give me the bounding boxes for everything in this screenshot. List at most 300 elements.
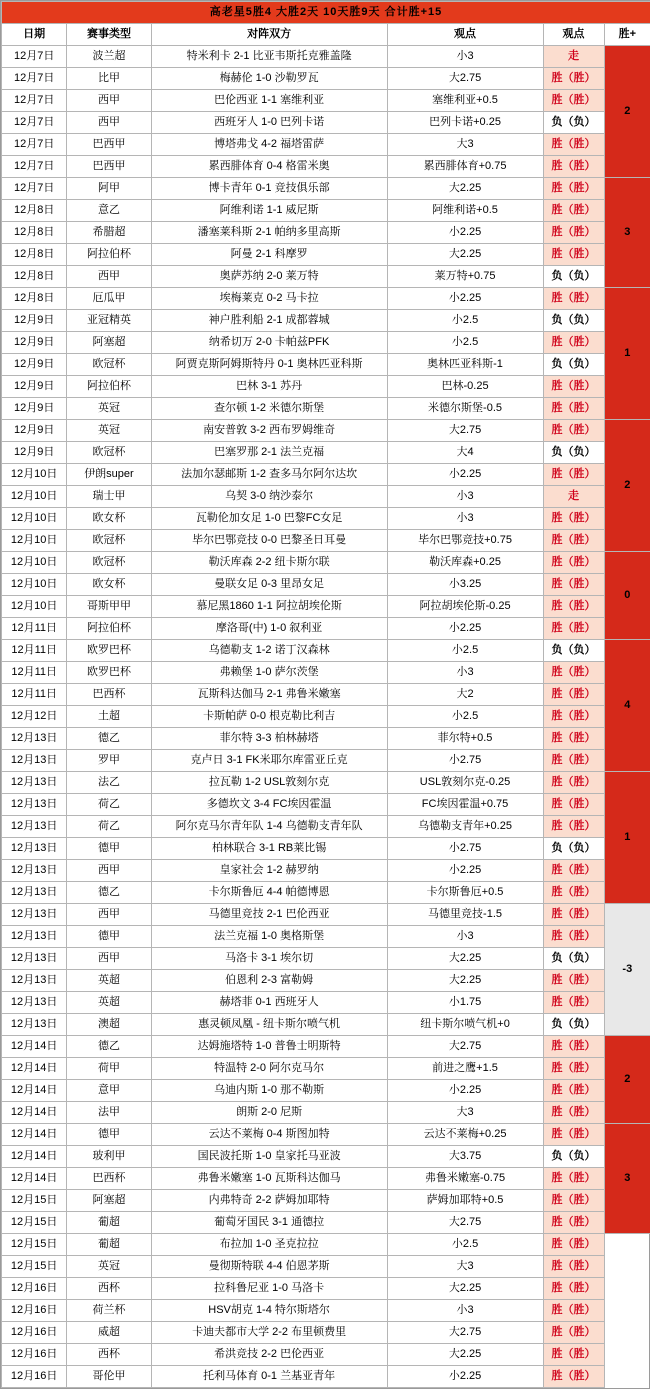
cell-result: 胜（胜） (543, 882, 604, 904)
cell-result: 胜（胜） (543, 222, 604, 244)
table-row (2, 1014, 650, 1036)
cell-view: FC埃因霍温+0.75 (387, 794, 543, 816)
table-row (2, 904, 650, 926)
cell-date: 12月13日 (2, 750, 67, 772)
cell-match: 卡斯帕萨 0-0 根克勒比利吉 (151, 706, 387, 728)
cell-win-plus: 2 (604, 1036, 650, 1124)
cell-date: 12月9日 (2, 442, 67, 464)
cell-match: 菲尔特 3-3 柏林赫塔 (151, 728, 387, 750)
table-row (2, 508, 650, 530)
cell-view: 大2.75 (387, 420, 543, 442)
cell-view: 大2.75 (387, 1322, 543, 1344)
cell-date: 12月16日 (2, 1278, 67, 1300)
cell-date: 12月15日 (2, 1234, 67, 1256)
cell-league: 荷乙 (67, 816, 151, 838)
table-row (2, 200, 650, 222)
cell-match: 潘塞莱科斯 2-1 帕纳多里高斯 (151, 222, 387, 244)
cell-match: 阿尔克马尔青年队 1-4 乌德勒支青年队 (151, 816, 387, 838)
table-row (2, 706, 650, 728)
cell-league: 西甲 (67, 948, 151, 970)
cell-date: 12月8日 (2, 222, 67, 244)
cell-date: 12月11日 (2, 640, 67, 662)
cell-date: 12月10日 (2, 596, 67, 618)
cell-league: 葡超 (67, 1212, 151, 1234)
cell-league: 罗甲 (67, 750, 151, 772)
cell-match: 查尔顿 1-2 米德尔斯堡 (151, 398, 387, 420)
cell-league: 法甲 (67, 1102, 151, 1124)
cell-league: 哥伦甲 (67, 1366, 151, 1388)
cell-match: 多德坎文 3-4 FC埃因霍温 (151, 794, 387, 816)
cell-match: 拉瓦勒 1-2 USL敦刻尔克 (151, 772, 387, 794)
cell-league: 欧冠杯 (67, 442, 151, 464)
table-row (2, 1168, 650, 1190)
cell-match: 神户胜利船 2-1 成都蓉城 (151, 310, 387, 332)
cell-date: 12月10日 (2, 574, 67, 596)
cell-match: 瓦勒伦加女足 1-0 巴黎FC女足 (151, 508, 387, 530)
cell-view: 大2.75 (387, 1212, 543, 1234)
table-row (2, 376, 650, 398)
cell-league: 阿拉伯杯 (67, 618, 151, 640)
cell-view: 大2.25 (387, 1278, 543, 1300)
table-row (2, 1300, 650, 1322)
cell-match: 弗鲁米嫩塞 1-0 瓦斯科达伽马 (151, 1168, 387, 1190)
cell-view: 小2.75 (387, 838, 543, 860)
cell-win-plus: 1 (604, 288, 650, 420)
cell-date: 12月13日 (2, 728, 67, 750)
cell-match: 慕尼黑1860 1-1 阿拉胡埃伦斯 (151, 596, 387, 618)
cell-league: 欧冠杯 (67, 552, 151, 574)
cell-league: 欧冠杯 (67, 530, 151, 552)
cell-result: 胜（胜） (543, 772, 604, 794)
cell-match: 马洛卡 3-1 埃尔切 (151, 948, 387, 970)
cell-league: 威超 (67, 1322, 151, 1344)
cell-result: 胜（胜） (543, 288, 604, 310)
cell-view: 大2 (387, 684, 543, 706)
cell-match: 巴塞罗那 2-1 法兰克福 (151, 442, 387, 464)
table-row (2, 640, 650, 662)
cell-win-plus: 2 (604, 420, 650, 552)
cell-date: 12月7日 (2, 112, 67, 134)
table-row (2, 1190, 650, 1212)
cell-result: 胜（胜） (543, 1256, 604, 1278)
table-row (2, 860, 650, 882)
cell-view: 大2.25 (387, 948, 543, 970)
cell-date: 12月9日 (2, 420, 67, 442)
cell-view: 马德里竞技-1.5 (387, 904, 543, 926)
cell-result: 胜（胜） (543, 1058, 604, 1080)
table-row (2, 772, 650, 794)
table-row (2, 1146, 650, 1168)
cell-result: 胜（胜） (543, 1124, 604, 1146)
cell-view: 累西腓体育+0.75 (387, 156, 543, 178)
cell-match: 朗斯 2-0 尼斯 (151, 1102, 387, 1124)
table-row (2, 244, 650, 266)
cell-result: 胜（胜） (543, 1080, 604, 1102)
cell-date: 12月13日 (2, 860, 67, 882)
cell-view: 大4 (387, 442, 543, 464)
cell-date: 12月14日 (2, 1036, 67, 1058)
cell-match: 卡尔斯鲁厄 4-4 帕德博恩 (151, 882, 387, 904)
cell-league: 西甲 (67, 860, 151, 882)
cell-view: 卡尔斯鲁厄+0.5 (387, 882, 543, 904)
cell-match: 阿曼 2-1 科摩罗 (151, 244, 387, 266)
cell-league: 阿拉伯杯 (67, 244, 151, 266)
cell-result: 负（负） (543, 838, 604, 860)
cell-view: 云达不莱梅+0.25 (387, 1124, 543, 1146)
cell-result: 胜（胜） (543, 970, 604, 992)
cell-league: 荷甲 (67, 1058, 151, 1080)
cell-result: 胜（胜） (543, 200, 604, 222)
cell-view: 小2.25 (387, 464, 543, 486)
cell-league: 阿塞超 (67, 332, 151, 354)
cell-date: 12月13日 (2, 948, 67, 970)
cell-date: 12月13日 (2, 772, 67, 794)
table-row (2, 684, 650, 706)
cell-date: 12月13日 (2, 970, 67, 992)
cell-league: 德乙 (67, 728, 151, 750)
table-row (2, 618, 650, 640)
cell-view: 米德尔斯堡-0.5 (387, 398, 543, 420)
cell-league: 英冠 (67, 420, 151, 442)
table-row (2, 662, 650, 684)
cell-view: 大2.25 (387, 1344, 543, 1366)
cell-result: 胜（胜） (543, 1168, 604, 1190)
cell-view: 阿维利诺+0.5 (387, 200, 543, 222)
cell-date: 12月10日 (2, 530, 67, 552)
cell-match: 布拉加 1-0 圣克拉拉 (151, 1234, 387, 1256)
cell-date: 12月13日 (2, 882, 67, 904)
cell-win-plus: 0 (604, 552, 650, 640)
cell-result: 胜（胜） (543, 1212, 604, 1234)
cell-date: 12月14日 (2, 1080, 67, 1102)
cell-league: 阿拉伯杯 (67, 376, 151, 398)
cell-match: 赫塔菲 0-1 西班牙人 (151, 992, 387, 1014)
cell-match: 法加尔瑟邮斯 1-2 查多马尔阿尔达坎 (151, 464, 387, 486)
cell-match: 皇家社会 1-2 赫罗纳 (151, 860, 387, 882)
cell-league: 伊朗super (67, 464, 151, 486)
cell-date: 12月14日 (2, 1102, 67, 1124)
cell-result: 胜（胜） (543, 574, 604, 596)
cell-result: 胜（胜） (543, 530, 604, 552)
cell-view: 萨姆加耶特+0.5 (387, 1190, 543, 1212)
cell-result: 胜（胜） (543, 464, 604, 486)
table-row (2, 266, 650, 288)
cell-date: 12月11日 (2, 662, 67, 684)
cell-league: 西杯 (67, 1344, 151, 1366)
cell-view: 小2.5 (387, 1234, 543, 1256)
cell-league: 葡超 (67, 1234, 151, 1256)
cell-match: 曼彻斯特联 4-4 伯恩茅斯 (151, 1256, 387, 1278)
cell-date: 12月9日 (2, 310, 67, 332)
cell-match: 纳希切万 2-0 卡帕兹PFK (151, 332, 387, 354)
cell-view: 小2.25 (387, 1366, 543, 1388)
cell-match: 阿维利诺 1-1 威尼斯 (151, 200, 387, 222)
cell-date: 12月10日 (2, 486, 67, 508)
cell-league: 哥斯甲甲 (67, 596, 151, 618)
table-row (2, 926, 650, 948)
cell-date: 12月15日 (2, 1212, 67, 1234)
cell-view: 弗鲁米嫩塞-0.75 (387, 1168, 543, 1190)
table-row (2, 970, 650, 992)
cell-match: 希洪竞技 2-2 巴伦西亚 (151, 1344, 387, 1366)
cell-match: 达姆施塔特 1-0 普鲁士明斯特 (151, 1036, 387, 1058)
cell-match: 巴林 3-1 苏丹 (151, 376, 387, 398)
cell-result: 胜（胜） (543, 90, 604, 112)
table-row (2, 1036, 650, 1058)
cell-result: 胜（胜） (543, 596, 604, 618)
header-view: 观点 (387, 24, 543, 46)
cell-result: 胜（胜） (543, 1366, 604, 1388)
cell-result: 负（负） (543, 112, 604, 134)
cell-match: 巴伦西亚 1-1 塞维利亚 (151, 90, 387, 112)
cell-view: 小3 (387, 486, 543, 508)
cell-league: 英超 (67, 992, 151, 1014)
cell-view: 勒沃库森+0.25 (387, 552, 543, 574)
table-row (2, 794, 650, 816)
table-row (2, 112, 650, 134)
cell-result: 胜（胜） (543, 552, 604, 574)
cell-result: 负（负） (543, 310, 604, 332)
cell-date: 12月9日 (2, 376, 67, 398)
cell-win-plus: 3 (604, 1124, 650, 1234)
cell-date: 12月13日 (2, 816, 67, 838)
cell-result: 胜（胜） (543, 398, 604, 420)
cell-match: 勒沃库森 2-2 纽卡斯尔联 (151, 552, 387, 574)
results-table (1, 1, 650, 1388)
cell-date: 12月16日 (2, 1344, 67, 1366)
cell-view: 前进之鹰+1.5 (387, 1058, 543, 1080)
cell-date: 12月15日 (2, 1256, 67, 1278)
cell-view: 小1.75 (387, 992, 543, 1014)
cell-match: 国民波托斯 1-0 皇家托马亚波 (151, 1146, 387, 1168)
cell-win-plus: 4 (604, 640, 650, 772)
cell-match: 累西腓体育 0-4 格雷米奥 (151, 156, 387, 178)
table-row (2, 486, 650, 508)
cell-league: 巴西杯 (67, 684, 151, 706)
cell-view: 纽卡斯尔喷气机+0 (387, 1014, 543, 1036)
cell-view: 大2.75 (387, 1036, 543, 1058)
cell-result: 走 (543, 486, 604, 508)
cell-result: 胜（胜） (543, 1278, 604, 1300)
cell-date: 12月14日 (2, 1168, 67, 1190)
cell-view: 乌德勒支青年+0.25 (387, 816, 543, 838)
cell-view: 小3 (387, 662, 543, 684)
cell-league: 英冠 (67, 398, 151, 420)
cell-view: 大2.25 (387, 970, 543, 992)
cell-view: 小2.25 (387, 618, 543, 640)
cell-league: 西杯 (67, 1278, 151, 1300)
cell-date: 12月7日 (2, 46, 67, 68)
cell-view: 莱万特+0.75 (387, 266, 543, 288)
cell-match: 特温特 2-0 阿尔克马尔 (151, 1058, 387, 1080)
cell-result: 胜（胜） (543, 134, 604, 156)
cell-date: 12月9日 (2, 398, 67, 420)
header-winplus: 胜+ (604, 24, 650, 46)
cell-match: 特米利卡 2-1 比亚韦斯托克雅盖隆 (151, 46, 387, 68)
cell-match: 葡萄牙国民 3-1 通德拉 (151, 1212, 387, 1234)
cell-date: 12月13日 (2, 992, 67, 1014)
cell-league: 亚冠精英 (67, 310, 151, 332)
cell-view: 小2.75 (387, 750, 543, 772)
cell-date: 12月12日 (2, 706, 67, 728)
table-row (2, 1080, 650, 1102)
table-row (2, 222, 650, 244)
cell-result: 胜（胜） (543, 244, 604, 266)
cell-league: 欧罗巴杯 (67, 640, 151, 662)
cell-match: 托利马体育 0-1 兰基亚青年 (151, 1366, 387, 1388)
table-row (2, 68, 650, 90)
table-row (2, 354, 650, 376)
cell-view: 菲尔特+0.5 (387, 728, 543, 750)
sheet-title: 高老星5胜4 大胜2天 10天胜9天 合计胜+15 (2, 2, 650, 24)
cell-date: 12月8日 (2, 266, 67, 288)
cell-result: 胜（胜） (543, 794, 604, 816)
table-row (2, 1278, 650, 1300)
cell-result: 胜（胜） (543, 156, 604, 178)
cell-date: 12月16日 (2, 1322, 67, 1344)
cell-view: 大2.25 (387, 244, 543, 266)
cell-match: 乌迪内斯 1-0 那不勒斯 (151, 1080, 387, 1102)
cell-result: 负（负） (543, 1146, 604, 1168)
cell-match: 内弗特奇 2-2 萨姆加耶特 (151, 1190, 387, 1212)
cell-league: 欧罗巴杯 (67, 662, 151, 684)
cell-view: 小3 (387, 1300, 543, 1322)
cell-result: 胜（胜） (543, 1344, 604, 1366)
cell-date: 12月7日 (2, 156, 67, 178)
cell-league: 玻利甲 (67, 1146, 151, 1168)
cell-result: 胜（胜） (543, 508, 604, 530)
table-row (2, 552, 650, 574)
cell-view: 塞维利亚+0.5 (387, 90, 543, 112)
cell-match: 卡迪夫都市大学 2-2 布里顿费里 (151, 1322, 387, 1344)
cell-view: 小3.25 (387, 574, 543, 596)
cell-result: 胜（胜） (543, 1234, 604, 1256)
cell-view: 大3 (387, 134, 543, 156)
cell-league: 荷乙 (67, 794, 151, 816)
cell-league: 意乙 (67, 200, 151, 222)
cell-view: 巴林-0.25 (387, 376, 543, 398)
cell-match: 弗赖堡 1-0 萨尔茨堡 (151, 662, 387, 684)
cell-match: 西班牙人 1-0 巴列卡诺 (151, 112, 387, 134)
cell-match: 柏林联合 3-1 RB莱比锡 (151, 838, 387, 860)
cell-league: 英冠 (67, 1256, 151, 1278)
header-match: 对阵双方 (151, 24, 387, 46)
cell-date: 12月7日 (2, 178, 67, 200)
cell-match: 伯恩利 2-3 富勒姆 (151, 970, 387, 992)
table-row (2, 530, 650, 552)
table-row (2, 90, 650, 112)
cell-view: 小2.5 (387, 310, 543, 332)
cell-league: 西甲 (67, 90, 151, 112)
table-row (2, 46, 650, 68)
table-row (2, 948, 650, 970)
cell-match: 博塔弗戈 4-2 福塔雷萨 (151, 134, 387, 156)
cell-view: 小3 (387, 508, 543, 530)
cell-result: 负（负） (543, 354, 604, 376)
cell-date: 12月16日 (2, 1300, 67, 1322)
cell-view: 大2.75 (387, 68, 543, 90)
cell-result: 负（负） (543, 948, 604, 970)
table-row (2, 838, 650, 860)
cell-date: 12月16日 (2, 1366, 67, 1388)
cell-league: 德乙 (67, 882, 151, 904)
cell-match: 埃梅莱克 0-2 马卡拉 (151, 288, 387, 310)
cell-match: 摩洛哥(中) 1-0 叙利亚 (151, 618, 387, 640)
table-row (2, 816, 650, 838)
cell-view: 小3 (387, 926, 543, 948)
cell-view: 阿拉胡埃伦斯-0.25 (387, 596, 543, 618)
cell-match: 乌契 3-0 纳沙泰尔 (151, 486, 387, 508)
cell-result: 胜（胜） (543, 1300, 604, 1322)
cell-result: 负（负） (543, 442, 604, 464)
table-row (2, 1366, 650, 1388)
cell-league: 英超 (67, 970, 151, 992)
cell-date: 12月8日 (2, 200, 67, 222)
cell-result: 胜（胜） (543, 926, 604, 948)
table-row (2, 1124, 650, 1146)
cell-league: 欧女杯 (67, 508, 151, 530)
cell-result: 胜（胜） (543, 816, 604, 838)
table-row (2, 1322, 650, 1344)
table-row (2, 442, 650, 464)
cell-result: 胜（胜） (543, 618, 604, 640)
cell-date: 12月13日 (2, 1014, 67, 1036)
cell-result: 胜（胜） (543, 728, 604, 750)
table-row (2, 288, 650, 310)
table-row (2, 1212, 650, 1234)
table-row (2, 398, 650, 420)
cell-league: 西甲 (67, 904, 151, 926)
cell-league: 厄瓜甲 (67, 288, 151, 310)
cell-league: 瑞士甲 (67, 486, 151, 508)
table-row (2, 464, 650, 486)
cell-view: 毕尔巴鄂竞技+0.75 (387, 530, 543, 552)
cell-match: 曼联女足 0-3 里昂女足 (151, 574, 387, 596)
cell-date: 12月8日 (2, 288, 67, 310)
cell-league: 德甲 (67, 838, 151, 860)
table-row (2, 992, 650, 1014)
cell-league: 澳超 (67, 1014, 151, 1036)
cell-league: 法乙 (67, 772, 151, 794)
cell-result: 胜（胜） (543, 706, 604, 728)
cell-match: 毕尔巴鄂竞技 0-0 巴黎圣日耳曼 (151, 530, 387, 552)
cell-win-plus: 2 (604, 46, 650, 178)
cell-league: 巴西杯 (67, 1168, 151, 1190)
cell-result: 胜（胜） (543, 904, 604, 926)
cell-date: 12月8日 (2, 244, 67, 266)
cell-league: 意甲 (67, 1080, 151, 1102)
cell-match: 法兰克福 1-0 奥格斯堡 (151, 926, 387, 948)
cell-date: 12月14日 (2, 1146, 67, 1168)
cell-result: 胜（胜） (543, 332, 604, 354)
cell-date: 12月10日 (2, 464, 67, 486)
header-result: 观点 (543, 24, 604, 46)
cell-result: 走 (543, 46, 604, 68)
cell-league: 比甲 (67, 68, 151, 90)
cell-league: 荷兰杯 (67, 1300, 151, 1322)
cell-match: 惠灵顿凤凰 - 纽卡斯尔喷气机 (151, 1014, 387, 1036)
cell-view: 奥林匹亚科斯-1 (387, 354, 543, 376)
cell-result: 胜（胜） (543, 1190, 604, 1212)
cell-match: 博卡青年 0-1 竞技俱乐部 (151, 178, 387, 200)
cell-date: 12月13日 (2, 794, 67, 816)
cell-result: 胜（胜） (543, 68, 604, 90)
cell-date: 12月14日 (2, 1058, 67, 1080)
cell-league: 希腊超 (67, 222, 151, 244)
cell-date: 12月9日 (2, 354, 67, 376)
cell-league: 阿塞超 (67, 1190, 151, 1212)
cell-league: 欧女杯 (67, 574, 151, 596)
